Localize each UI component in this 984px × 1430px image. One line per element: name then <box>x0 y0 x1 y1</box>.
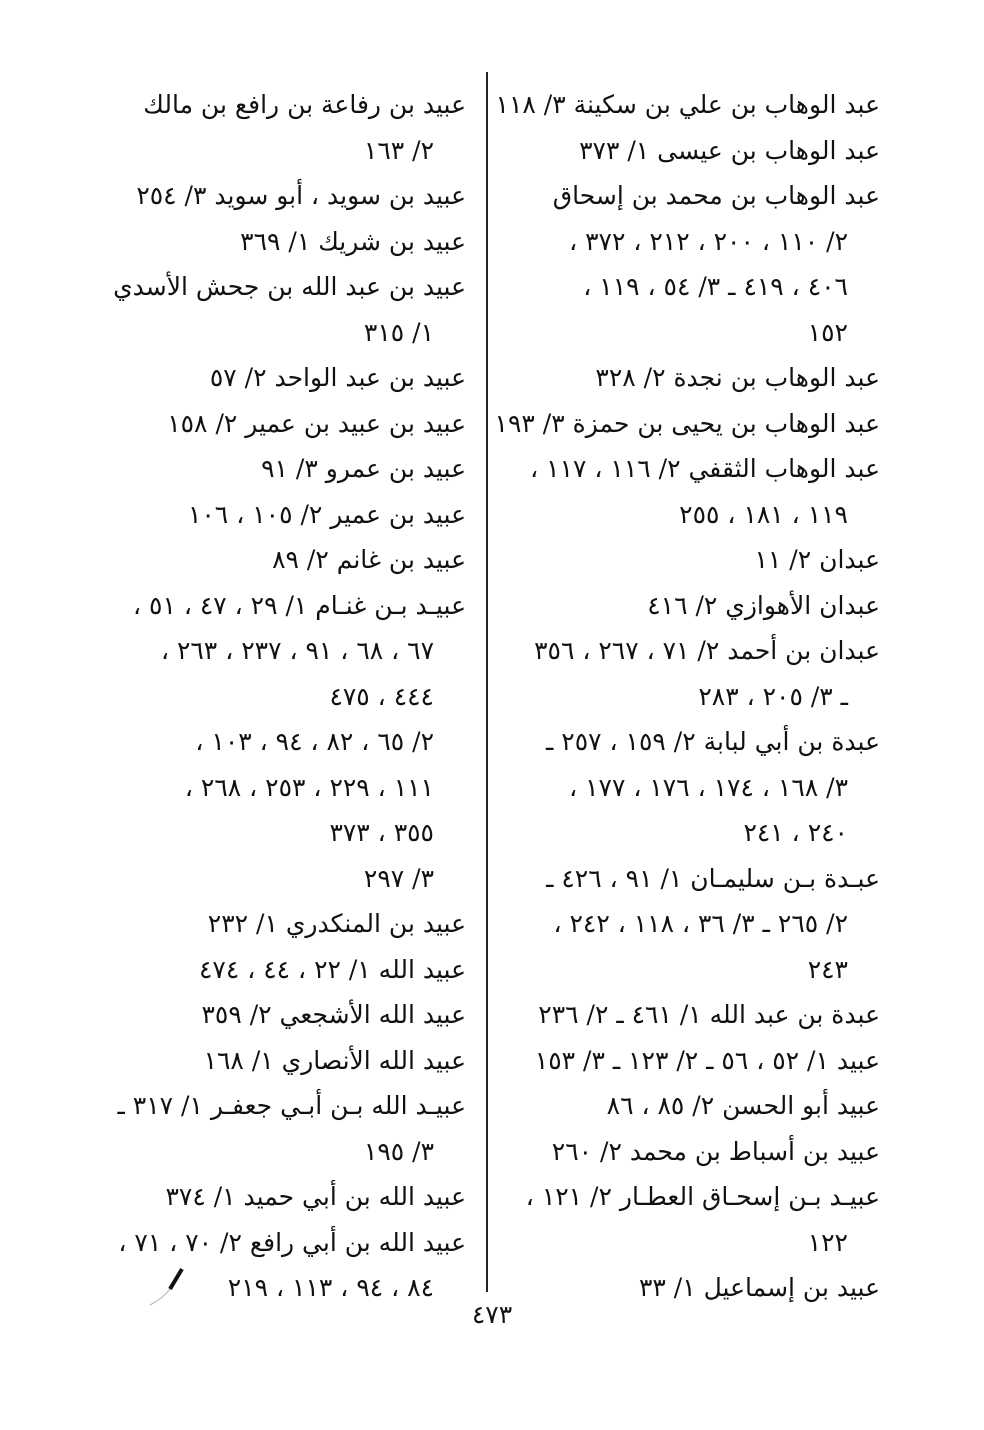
entry-heading: عبيد بن عبد الله بن جحش الأسدي <box>113 272 466 301</box>
index-entry <box>510 992 880 1038</box>
entry-heading: عبد الوهاب بن محمد بن إسحاق <box>552 181 880 210</box>
entry-heading: عبيد بن عبد الواحد ٢/ ٥٧ <box>209 363 466 392</box>
entry-continuation: ١٥٢ <box>807 317 848 347</box>
index-entry <box>100 446 466 492</box>
entry-continuation: ٣/ ٢٩٧ <box>363 863 434 893</box>
entry-continuation: ١/ ٣١٥ <box>363 317 434 347</box>
entry-continuation: ٣٥٥ ، ٣٧٣ <box>329 818 434 847</box>
entry-heading: عبد الوهاب بن عيسى ١/ ٣٧٣ <box>579 135 880 165</box>
index-column-left <box>100 82 466 1311</box>
index-entry <box>510 1129 880 1175</box>
entry-continuation: ١١٩ ، ١٨١ ، ٢٥٥ <box>679 499 848 529</box>
entry-heading: عبدان الأهوازي ٢/ ٤١٦ <box>647 590 880 620</box>
entry-heading: عبدان ٢/ ١١ <box>754 545 880 574</box>
index-entry <box>100 173 466 219</box>
index-entry <box>100 537 466 583</box>
index-entry <box>100 401 466 447</box>
entry-heading: عبيـد بـن غنـام ١/ ٢٩ ، ٤٧ ، ٥١ ، <box>133 590 466 620</box>
entry-heading: عبيد الله ١/ ٢٢ ، ٤٤ ، ٤٧٤ <box>198 954 466 984</box>
entry-continuation: ١٢٢ <box>807 1227 848 1257</box>
entry-heading: عبـدة بـن سليمـان ١/ ٩١ ، ٤٢٦ ـ <box>546 863 880 893</box>
entry-heading: عبيـد الله بـن أبـي جعفـر ١/ ٣١٧ ـ <box>117 1091 466 1120</box>
index-entry <box>100 583 466 902</box>
index-entry <box>100 82 466 173</box>
entry-heading: عبيد بن رفاعة بن رافع بن مالك <box>143 90 466 119</box>
entry-heading: عبيـد بـن إسحـاق العطـار ٢/ ١٢١ ، <box>525 1182 880 1211</box>
entry-heading: عبيد الله بن أبي حميد ١/ ٣٧٤ <box>165 1182 466 1211</box>
index-entry <box>510 856 880 993</box>
index-entry <box>100 219 466 265</box>
entry-continuation: ٤٤٤ ، ٤٧٥ <box>329 681 434 711</box>
index-entry <box>510 355 880 401</box>
entry-heading: عبيد ١/ ٥٢ ، ٥٦ ـ ٢/ ١٢٣ ـ ٣/ ١٥٣ <box>534 1045 880 1075</box>
entry-heading: عبد الوهاب بن نجدة ٢/ ٣٢٨ <box>595 363 880 392</box>
entry-heading: عبيد بن عمرو ٣/ ٩١ <box>261 454 466 483</box>
entry-continuation: ٨٤ ، ٩٤ ، ١١٣ ، ٢١٩ <box>227 1273 434 1302</box>
index-entry <box>100 1083 466 1174</box>
entry-continuation: ٢٤٣ <box>807 954 848 984</box>
entry-continuation: ٢/ ٦٥ ، ٨٢ ، ٩٤ ، ١٠٣ ، <box>195 727 434 756</box>
column-divider <box>486 72 488 1292</box>
index-entry <box>510 1038 880 1084</box>
entry-heading: عبيد بن غانم ٢/ ٨٩ <box>272 545 466 574</box>
entry-heading: عبد الوهاب بن يحيى بن حمزة ٣/ ١٩٣ <box>494 408 880 438</box>
entry-heading: عبيد بن عبيد بن عمير ٢/ ١٥٨ <box>167 408 466 438</box>
index-entry <box>510 1174 880 1265</box>
index-entry <box>510 173 880 355</box>
index-entry <box>495 82 880 128</box>
entry-continuation: ٢/ ٢٦٥ ـ ٣/ ٣٦ ، ١١٨ ، ٢٤٢ ، <box>553 909 848 938</box>
entry-continuation: ٤٠٦ ، ٤١٩ ـ ٣/ ٥٤ ، ١١٩ ، <box>583 272 848 301</box>
index-entry <box>100 492 466 538</box>
entry-heading: عبيد الله الأنصاري ١/ ١٦٨ <box>203 1045 466 1075</box>
page-number: ٤٧٣ <box>471 1300 513 1329</box>
index-entry <box>100 1038 466 1084</box>
index-entry <box>100 1174 466 1220</box>
entry-heading: عبدة بن أبي لبابة ٢/ ١٥٩ ، ٢٥٧ ـ <box>546 727 880 756</box>
entry-heading: عبيد بن سويد ، أبو سويد ٣/ ٢٥٤ <box>136 181 466 210</box>
index-entry <box>510 537 880 583</box>
index-entry <box>510 719 880 856</box>
entry-heading: عبيد بن شريك ١/ ٣٦٩ <box>240 226 466 256</box>
entry-continuation: ٣/ ١٦٨ ، ١٧٤ ، ١٧٦ ، ١٧٧ ، <box>569 772 848 802</box>
entry-heading: عبيد بن إسماعيل ١/ ٣٣ <box>639 1273 880 1302</box>
entry-heading: عبد الوهاب بن علي بن سكينة ٣/ ١١٨ <box>495 90 880 119</box>
index-entry <box>510 628 880 719</box>
index-entry <box>510 1083 880 1129</box>
entry-continuation: ٢/ ١١٠ ، ٢٠٠ ، ٢١٢ ، ٣٧٢ ، <box>569 226 848 256</box>
entry-continuation: ـ ٣/ ٢٠٥ ، ٢٨٣ <box>698 681 848 711</box>
index-column-right <box>494 82 880 1311</box>
entry-heading: عبيد بن المنكدري ١/ ٢٣٢ <box>207 909 466 938</box>
index-entry <box>510 446 880 537</box>
index-entry <box>510 128 880 174</box>
index-entry <box>100 947 466 993</box>
index-entry <box>100 901 466 947</box>
entry-continuation: ٢/ ١٦٣ <box>363 135 434 165</box>
entry-continuation: ٢٤٠ ، ٢٤١ <box>743 818 848 847</box>
entry-continuation: ٣/ ١٩٥ <box>363 1136 434 1166</box>
entry-heading: عبد الوهاب الثقفي ٢/ ١١٦ ، ١١٧ ، <box>530 454 880 483</box>
entry-heading: عبيد بن أسباط بن محمد ٢/ ٢٦٠ <box>551 1136 880 1166</box>
entry-heading: عبدان بن أحمد ٢/ ٧١ ، ٢٦٧ ، ٣٥٦ <box>534 636 880 665</box>
entry-heading: عبيد أبو الحسن ٢/ ٨٥ ، ٨٦ <box>606 1091 880 1120</box>
index-entry <box>510 583 880 629</box>
index-entry <box>100 355 466 401</box>
entry-continuation: ٦٧ ، ٦٨ ، ٩١ ، ٢٣٧ ، ٢٦٣ ، <box>160 636 434 665</box>
entry-heading: عبيد بن عمير ٢/ ١٠٥ ، ١٠٦ <box>187 499 466 529</box>
entry-heading: عبيد الله بن أبي رافع ٢/ ٧٠ ، ٧١ ، <box>118 1227 466 1257</box>
entry-heading: عبدة بن عبد الله ١/ ٤٦١ ـ ٢/ ٢٣٦ <box>538 1000 880 1029</box>
index-entry <box>494 401 880 447</box>
index-entry <box>100 264 466 355</box>
entry-continuation: ١١١ ، ٢٢٩ ، ٢٥٣ ، ٢٦٨ ، <box>184 772 434 802</box>
index-entry <box>100 992 466 1038</box>
entry-heading: عبيد الله الأشجعي ٢/ ٣٥٩ <box>201 1000 466 1029</box>
